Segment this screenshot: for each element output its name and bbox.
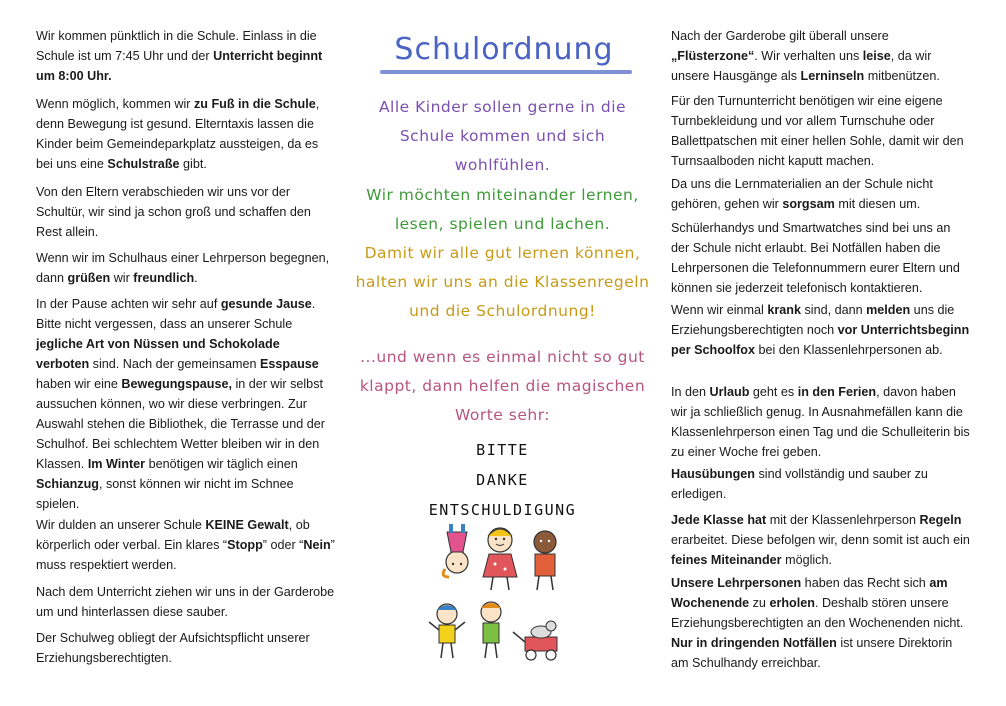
magic-word-entschuldigung: ENTSCHULDIGUNG bbox=[428, 501, 577, 519]
intro-line-11: Worte sehr: bbox=[454, 406, 551, 424]
paragraph-way-to-school: Wenn möglich, kommen wir zu Fuß in die Schule, denn Bewegung ist gesund. Elterntaxis lassen die Kinder beim Gemeindeparkplatz aussteigen, da es bei uns eine Schulstraße gibt. bbox=[36, 97, 320, 171]
paragraph-break: In der Pause achten wir sehr auf gesunde Jause. Bitte nicht vergessen, dass an unserer Schule jegliche Art von Nüssen und Schokolade verboten sind. Nach der gemeinsamen Esspause haben wir eine Bewegungspause, in der wir selbst aussuchen können, wo wir diese verbringen. Zur Auswahl stehen die Bibliothek, die Terrasse und der Schulhof. Bei schlechtem Wetter bleiben wir in den Klassen. Im Winter benötigen wir täglich einen Schianzug, sonst können wir nicht im Schnee spielen. bbox=[36, 297, 325, 511]
paragraph-goodbye: Von den Eltern verabschieden wir uns vor der Schultür, wir sind ja schon groß und schaffen den Rest allein. bbox=[36, 185, 311, 239]
center-column bbox=[340, 0, 665, 706]
page-title: Schulordnung bbox=[394, 32, 614, 67]
wagon-with-dog bbox=[513, 621, 557, 660]
paragraph-sick: Wenn wir einmal krank sind, dann melden uns die Erziehungsberechtigten noch vor Unterrichtsbeginn per Schoolfox bei den Klassenlehrpersonen ab. bbox=[671, 303, 970, 357]
kid-upside-down bbox=[443, 524, 468, 577]
kid-green-shirt bbox=[481, 602, 501, 658]
paragraph-materials: Da uns die Lernmaterialien an der Schule nicht gehören, gehen wir sorgsam mit diesen um. bbox=[671, 177, 933, 211]
title-underline bbox=[380, 70, 632, 74]
paragraph-violence: Wir dulden an unserer Schule KEINE Gewalt, ob körperlich oder verbal. Ein klares “Stopp” oder “Nein” muss respektiert werden. bbox=[36, 518, 335, 572]
kid-girl bbox=[483, 528, 517, 590]
kid-blue-cap bbox=[429, 604, 465, 658]
kids-illustration bbox=[425, 522, 575, 667]
paragraph-after-school: Nach dem Unterricht ziehen wir uns in der Garderobe um und hinterlassen diese sauber. bbox=[36, 585, 335, 619]
magic-word-danke: DANKE bbox=[476, 471, 529, 489]
intro-line-6: Damit wir alle gut lernen können, bbox=[364, 244, 641, 262]
paragraph-homework: Hausübungen sind vollständig und sauber zu erledigen. bbox=[671, 467, 928, 501]
intro-line-8: und die Schulordnung! bbox=[409, 302, 596, 320]
intro-line-3: wohlfühlen. bbox=[454, 156, 551, 174]
intro-line-9: ...und wenn es einmal nicht so gut bbox=[360, 348, 645, 366]
intro-line-2: Schule kommen und sich bbox=[399, 127, 606, 145]
paragraph-gym: Für den Turnunterricht benötigen wir eine eigene Turnbekleidung und vor allem Turnschuhe oder Ballettpatschen mit einer hellen Sohle, damit wir den Turnsaalboden nicht kaputt machen. bbox=[671, 94, 964, 168]
paragraph-greeting: Wenn wir im Schulhaus einer Lehrperson begegnen, dann grüßen wir freundlich. bbox=[36, 251, 330, 285]
intro-line-4: Wir möchten miteinander lernen, bbox=[366, 186, 639, 204]
kid-boy-right bbox=[534, 531, 556, 590]
paragraph-holidays: In den Urlaub geht es in den Ferien, davon haben wir ja schließlich genug. In Ausnahmefällen kann die Klassenlehrperson einen Tag und die Schulleiterin bis zu einer Woche frei geben. bbox=[671, 385, 970, 459]
magic-word-bitte: BITTE bbox=[476, 441, 529, 459]
intro-line-5: lesen, spielen und lachen. bbox=[394, 215, 611, 233]
intro-line-1: Alle Kinder sollen gerne in die bbox=[378, 98, 627, 116]
paragraph-school-way: Der Schulweg obliegt der Aufsichtspflicht unserer Erziehungsberechtigten. bbox=[36, 631, 310, 665]
paragraph-class-rules: Jede Klasse hat mit der Klassenlehrperson Regeln erarbeitet. Diese befolgen wir, denn somit ist auch ein feines Miteinander möglich. bbox=[671, 513, 970, 567]
paragraph-phones: Schülerhandys und Smartwatches sind bei uns an der Schule nicht erlaubt. Bei Notfällen haben die Lehrpersonen die Telefonnummern eurer Eltern und können sie jederzeit telefonisch kontaktieren. bbox=[671, 221, 960, 295]
intro-line-7: halten wir uns an die Klassenregeln bbox=[355, 273, 650, 291]
paragraph-teachers-weekend: Unsere Lehrpersonen haben das Recht sich am Wochenende zu erholen. Deshalb stören unsere Erziehungsberechtigten an den Wochenenden nicht. Nur in dringenden Notfällen ist unsere Direktorin am Schulhandy erreichbar. bbox=[671, 576, 964, 670]
paragraph-whisper-zone: Nach der Garderobe gilt überall unsere „Flüsterzone“. Wir verhalten uns leise, da wir unsere Hausgänge als Lerninseln mitbenützen. bbox=[671, 29, 940, 83]
paragraph-arrival: Wir kommen pünktlich in die Schule. Einlass in die Schule ist um 7:45 Uhr und der Unterricht beginnt um 8:00 Uhr. bbox=[36, 29, 323, 83]
intro-line-10: klappt, dann helfen die magischen bbox=[359, 377, 646, 395]
